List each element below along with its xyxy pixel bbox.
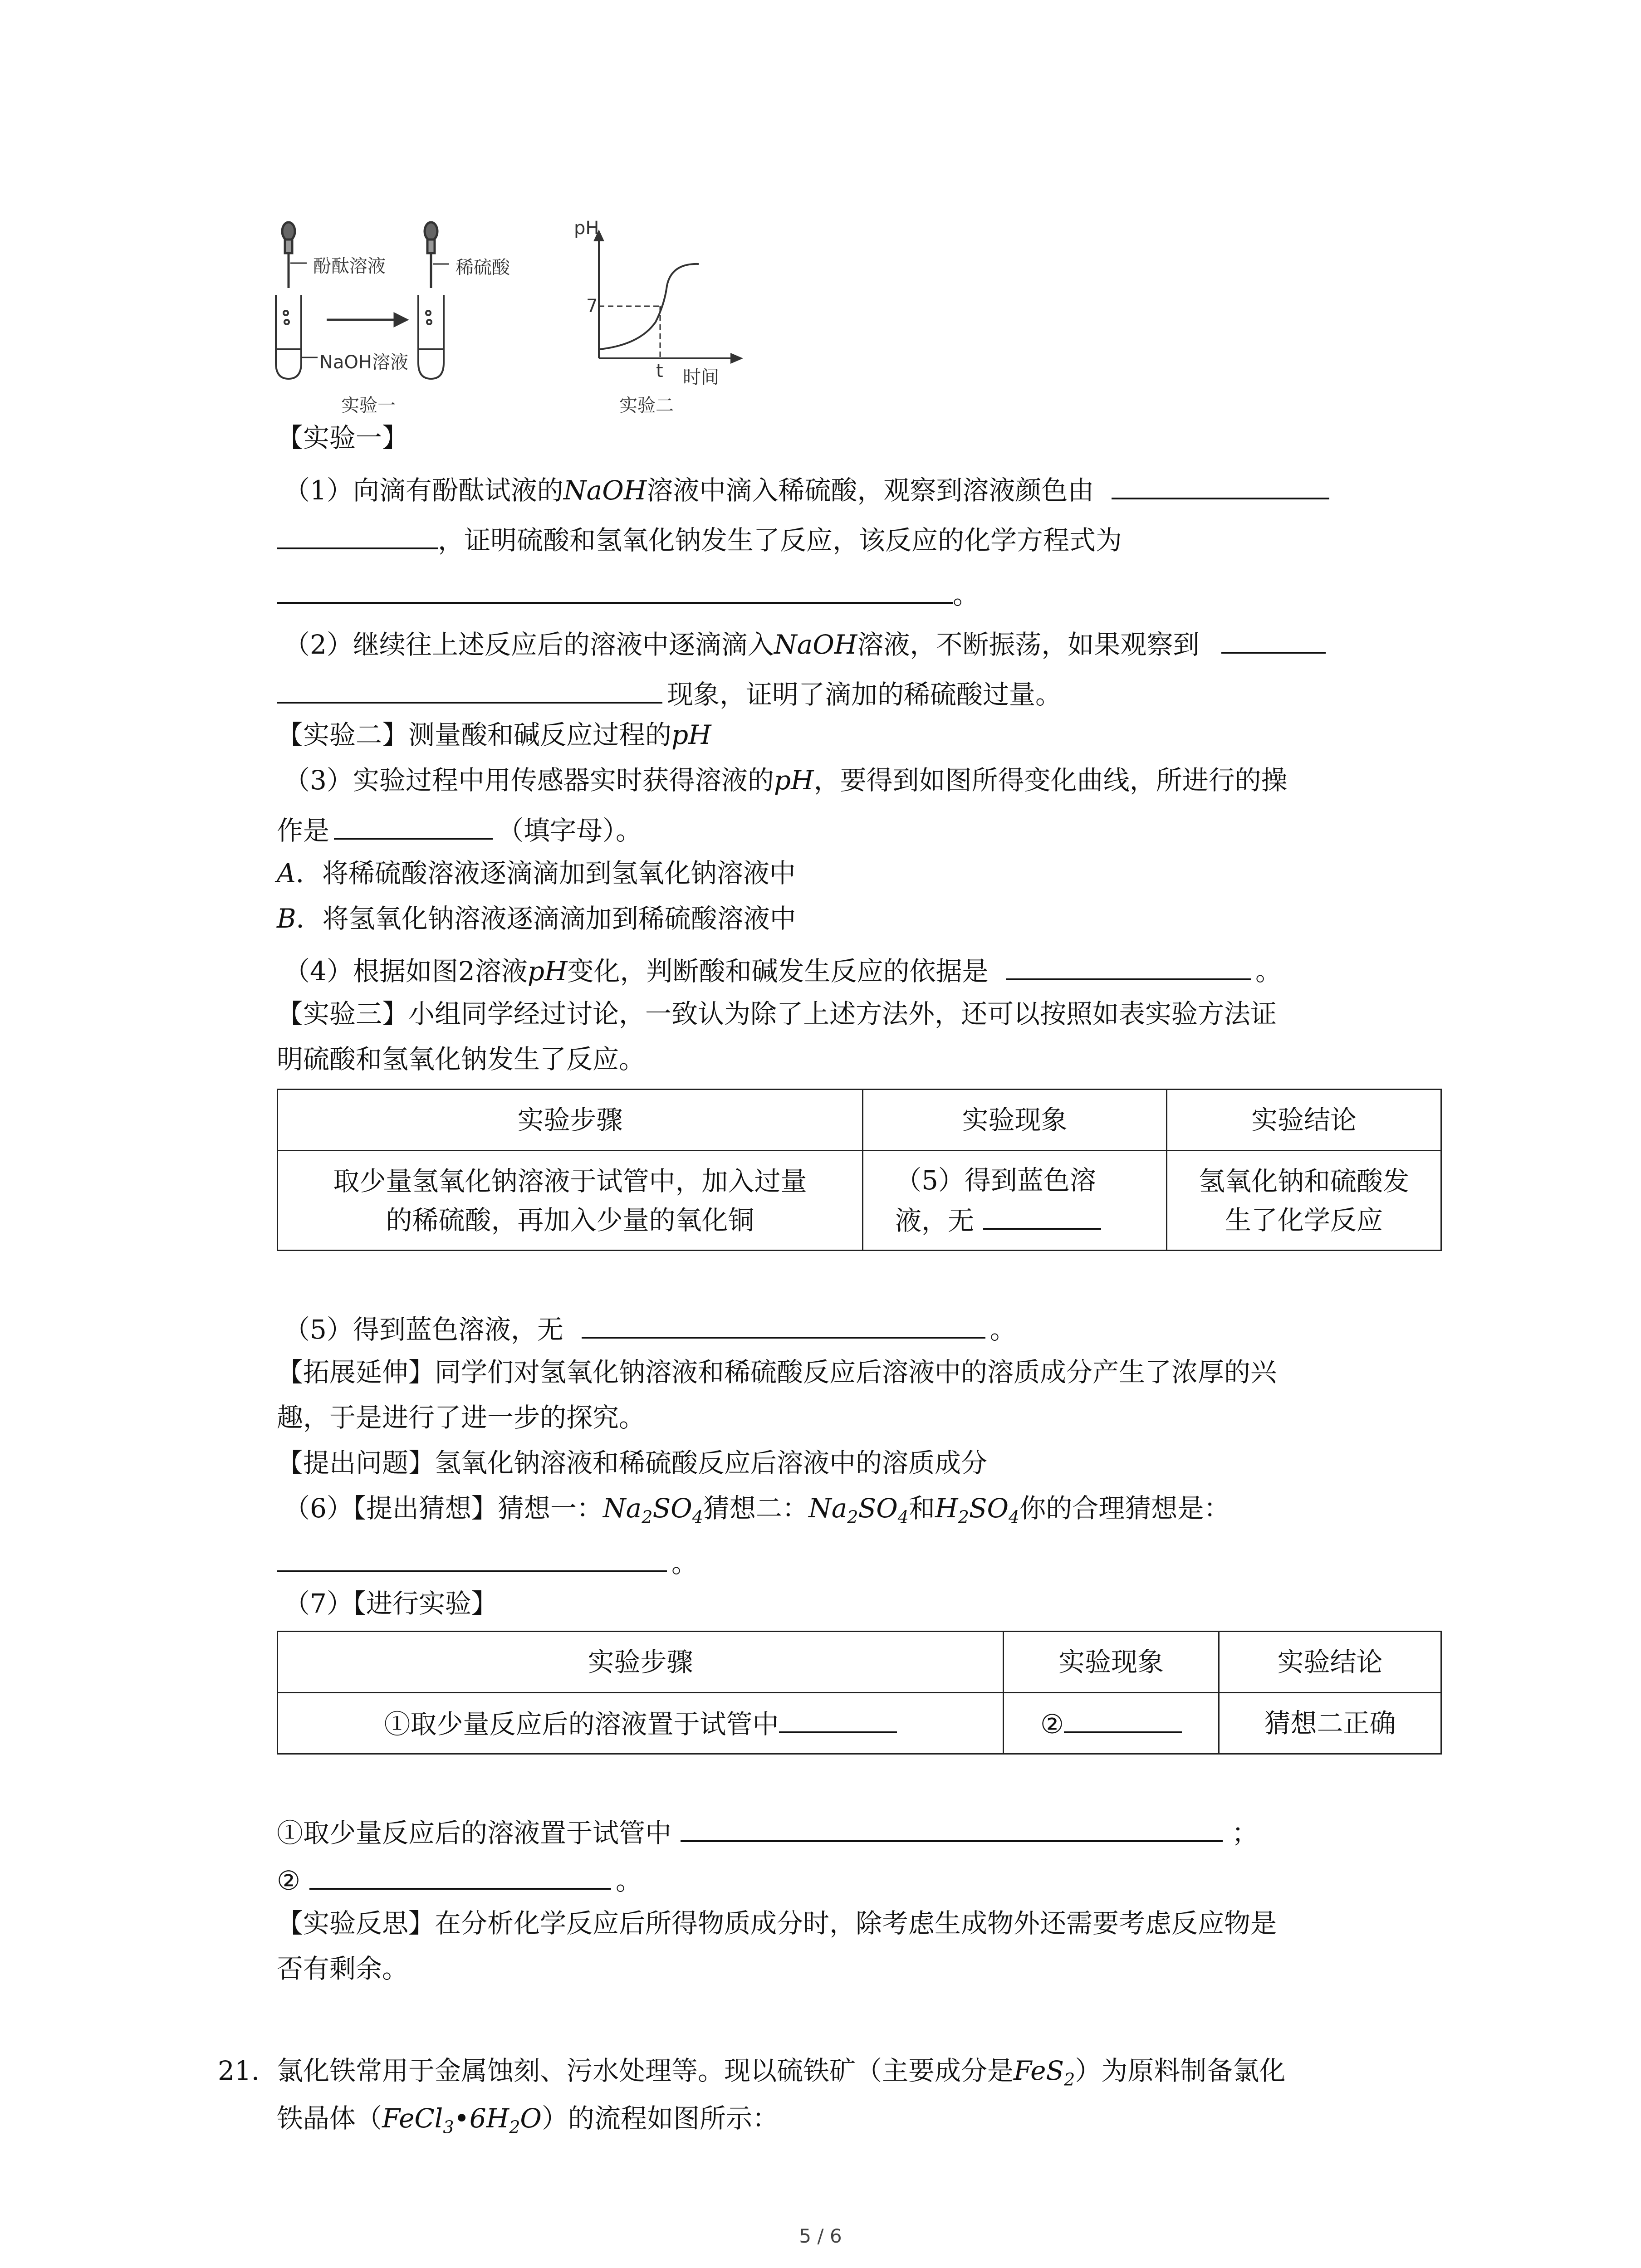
figure-caption: 实验二 bbox=[619, 395, 674, 416]
answer-2 bbox=[277, 1860, 642, 1899]
text: 。 bbox=[953, 579, 980, 610]
question-6 bbox=[284, 1490, 1230, 1535]
ph-curve-chart bbox=[593, 230, 743, 364]
text: （6）【提出猜想】猜想一： bbox=[284, 1493, 603, 1524]
answer-blank[interactable] bbox=[779, 1703, 897, 1733]
question-6-cont bbox=[277, 1542, 698, 1581]
paragraph: 【提出问题】氢氧化钠溶液和稀硫酸反应后溶液中的溶质成分 bbox=[277, 1447, 988, 1478]
answer-1 bbox=[277, 1812, 1258, 1851]
text: 。 bbox=[1255, 956, 1282, 987]
formula: NaOH bbox=[774, 629, 857, 660]
table-header-row bbox=[278, 1632, 1441, 1693]
experiment-7-table bbox=[277, 1631, 1442, 1755]
question-2 bbox=[284, 624, 1326, 663]
text: 现象，证明了滴加的稀硫酸过量。 bbox=[667, 679, 1062, 710]
formula: $Na_2SO_4$ bbox=[808, 1493, 909, 1527]
option-b bbox=[277, 900, 796, 937]
cell-line bbox=[895, 1200, 1157, 1240]
table-cell: 猜想二正确 bbox=[1219, 1693, 1441, 1754]
figure-caption: 实验一 bbox=[341, 395, 396, 416]
paragraph: 【实验反思】在分析化学反应后所得物质成分时，除考虑生成物外还需要考虑反应物是 bbox=[277, 1908, 1277, 1939]
test-tube-icon bbox=[418, 295, 444, 379]
question-3 bbox=[284, 762, 1288, 798]
question-1-cont bbox=[277, 519, 1122, 558]
formula: $H_2SO_4$ bbox=[935, 1493, 1020, 1527]
paragraph-cont: 否有剩余。 bbox=[277, 1953, 409, 1984]
paragraph-cont: 趣，于是进行了进一步的探究。 bbox=[277, 1402, 646, 1433]
answer-blank[interactable] bbox=[277, 519, 438, 549]
answer-blank[interactable] bbox=[277, 574, 953, 604]
text: 氯化铁常用于金属蚀刻、污水处理等。现以硫铁矿（主要成分是 bbox=[277, 2055, 1014, 2086]
answer-blank[interactable] bbox=[983, 1200, 1101, 1230]
formula: pH bbox=[527, 956, 568, 987]
text: ，证明硫酸和氢氧化钠发生了反应，该反应的化学方程式为 bbox=[438, 525, 1122, 556]
answer-blank[interactable] bbox=[1112, 469, 1329, 499]
option-letter: B bbox=[277, 903, 296, 934]
answer-blank[interactable] bbox=[681, 1812, 1223, 1842]
text: 溶液，不断振荡，如果观察到 bbox=[857, 629, 1200, 660]
text: 作是 bbox=[277, 815, 330, 846]
table-header-row bbox=[278, 1090, 1441, 1151]
formula: FeS$_2$ bbox=[1014, 2055, 1075, 2090]
text: ）的流程如图所示： bbox=[541, 2103, 779, 2134]
paragraph-cont: 明硫酸和氢氧化钠发生了反应。 bbox=[277, 1044, 646, 1075]
text: ．将稀硫酸溶液逐滴滴加到氢氧化钠溶液中 bbox=[295, 858, 796, 889]
question-21 bbox=[277, 2053, 1285, 2098]
table-header: 实验现象 bbox=[863, 1090, 1167, 1151]
text: ② bbox=[1040, 1708, 1064, 1740]
formula: pH bbox=[671, 719, 711, 750]
reagent-label: 稀硫酸 bbox=[456, 257, 510, 278]
section-heading bbox=[277, 717, 711, 753]
table-cell bbox=[278, 1151, 863, 1251]
text: 铁晶体（ bbox=[277, 2103, 382, 2134]
tick-label: 7 bbox=[586, 296, 598, 317]
axis-label: pH bbox=[574, 218, 599, 239]
question-1-equation bbox=[277, 574, 979, 613]
table-cell bbox=[863, 1151, 1167, 1251]
text: 猜想二： bbox=[703, 1493, 808, 1524]
table-header: 实验现象 bbox=[1004, 1632, 1219, 1693]
text: ，要得到如图所得变化曲线，所进行的操 bbox=[813, 765, 1288, 796]
dropper-icon bbox=[425, 222, 437, 288]
test-tube-icon bbox=[276, 295, 301, 379]
question-21-cont bbox=[277, 2100, 779, 2146]
cell-line: 氢氧化钠和硫酸发 bbox=[1198, 1165, 1409, 1197]
text: 溶液中滴入稀硫酸，观察到溶液颜色由 bbox=[647, 475, 1094, 506]
formula: NaOH bbox=[563, 475, 647, 506]
table-cell bbox=[1167, 1151, 1441, 1251]
text: ①取少量反应后的溶液置于试管中 bbox=[384, 1708, 779, 1740]
text: 。 bbox=[989, 1314, 1016, 1345]
reagent-label: 酚酞溶液 bbox=[313, 256, 386, 277]
text: 液，无 bbox=[895, 1205, 975, 1236]
text: 溶液 bbox=[475, 956, 528, 987]
answer-blank[interactable] bbox=[1221, 624, 1326, 654]
answer-blank[interactable] bbox=[1006, 950, 1251, 980]
text: 和 bbox=[908, 1493, 935, 1524]
question-2-cont bbox=[277, 674, 1062, 713]
section-heading: 【实验三】小组同学经过讨论，一致认为除了上述方法外，还可以按照如表实验方法证 bbox=[277, 998, 1277, 1029]
answer-blank[interactable] bbox=[1064, 1703, 1182, 1733]
text: ．将氢氧化钠溶液逐滴滴加到稀硫酸溶液中 bbox=[296, 903, 796, 934]
table-cell bbox=[1004, 1693, 1219, 1754]
formula: pH bbox=[774, 765, 814, 796]
question-4 bbox=[284, 950, 1282, 989]
text: ①取少量反应后的溶液置于试管中 bbox=[277, 1818, 672, 1848]
table-row bbox=[278, 1151, 1441, 1251]
axis-label: 时间 bbox=[683, 367, 719, 388]
experiment-3-table bbox=[277, 1089, 1442, 1251]
answer-blank[interactable] bbox=[277, 674, 662, 704]
text: 【实验二】测量酸和碱反应过程的 bbox=[277, 719, 672, 750]
table-header: 实验结论 bbox=[1219, 1632, 1441, 1693]
text: ）为原料制备氯化 bbox=[1075, 2055, 1286, 2086]
text: 。 bbox=[671, 1548, 698, 1579]
formula: $FeCl_3•6H_2O$ bbox=[382, 2103, 542, 2137]
text: ② bbox=[277, 1865, 300, 1896]
text: （1）向滴有酚酞试液的 bbox=[284, 475, 563, 506]
answer-blank[interactable] bbox=[277, 1542, 667, 1572]
question-7: （7）【进行实验】 bbox=[284, 1588, 498, 1619]
text: 你的合理猜想是： bbox=[1019, 1493, 1230, 1524]
text: 。 bbox=[616, 1865, 642, 1896]
text: （填字母）。 bbox=[497, 815, 642, 846]
question-1 bbox=[284, 469, 1329, 508]
table-cell bbox=[278, 1693, 1004, 1754]
question-3-cont bbox=[277, 810, 642, 849]
question-5 bbox=[284, 1309, 1016, 1348]
cell-line: 生了化学反应 bbox=[1225, 1204, 1383, 1236]
experiment-figure bbox=[263, 213, 762, 426]
text: （4）根据如图 bbox=[284, 956, 458, 987]
text: （3）实验过程中用传感器实时获得溶液的 bbox=[284, 765, 774, 796]
section-heading: 【实验一】 bbox=[277, 422, 409, 453]
arrow-right-icon bbox=[327, 314, 407, 326]
formula: $Na_2SO_4$ bbox=[603, 1493, 703, 1527]
dropper-icon bbox=[282, 222, 295, 288]
cell-line: 取少量氢氧化钠溶液于试管中，加入过量 bbox=[333, 1165, 807, 1197]
table-header: 实验步骤 bbox=[278, 1090, 863, 1151]
table-row bbox=[278, 1693, 1441, 1754]
cell-line: （5）得到蓝色溶 bbox=[895, 1165, 1096, 1196]
reagent-label: NaOH溶液 bbox=[319, 352, 408, 373]
text: ； bbox=[1232, 1818, 1259, 1848]
tick-label: t bbox=[656, 361, 663, 381]
answer-blank[interactable] bbox=[334, 810, 493, 840]
text: （5）得到蓝色溶液，无 bbox=[284, 1314, 563, 1345]
text: 2 bbox=[458, 956, 475, 987]
option-letter: A bbox=[277, 858, 296, 889]
cell-line: 的稀硫酸，再加入少量的氧化铜 bbox=[386, 1204, 754, 1236]
text: 变化，判断酸和碱发生反应的依据是 bbox=[567, 956, 989, 987]
table-header: 实验结论 bbox=[1167, 1090, 1441, 1151]
paragraph: 【拓展延伸】同学们对氢氧化钠溶液和稀硫酸反应后溶液中的溶质成分产生了浓厚的兴 bbox=[277, 1357, 1277, 1388]
answer-blank[interactable] bbox=[309, 1860, 611, 1890]
page-number: 5 / 6 bbox=[799, 2225, 842, 2247]
option-a bbox=[277, 855, 796, 891]
text: （2）继续往上述反应后的溶液中逐滴滴入 bbox=[284, 629, 774, 660]
answer-blank[interactable] bbox=[582, 1309, 985, 1339]
table-header: 实验步骤 bbox=[278, 1632, 1004, 1693]
question-number: 21. bbox=[218, 2055, 260, 2086]
